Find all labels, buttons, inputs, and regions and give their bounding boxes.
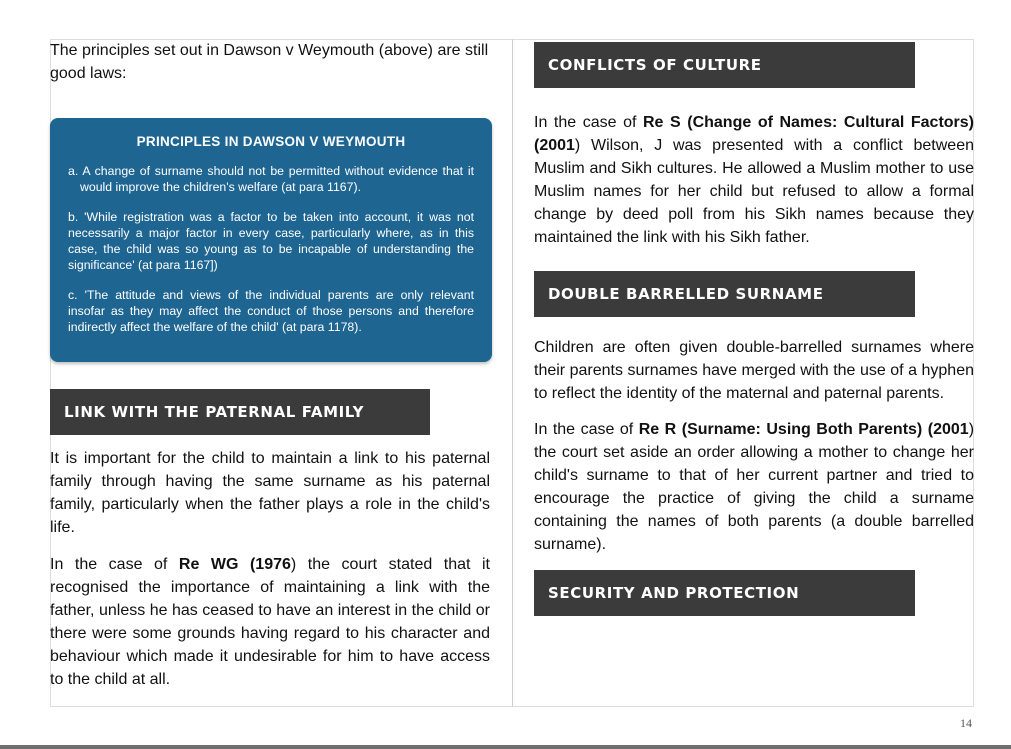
column-divider [512,39,513,707]
bottom-rule [0,745,1011,749]
case-name: Re R (Surname: Using Both Parents) (2001 [638,421,969,438]
re-s-paragraph: In the case of Re S (Change of Names: Cultural Factors) (2001) Wilson, J was presented with a conflict between Muslim and Sikh cultures. He allowed a Muslim mother to use Muslim names for her child but refused to allow a formal change by deed poll from his Sikh names because they maintained the link with his Sikh father. [534,114,974,246]
re-wg-paragraph: In the case of Re WG (1976) the court stated that it recognised the importance of maintaining a link with the father, unless he has ceased to have an interest in the child or there were some grounds having regard to his character and behaviour which made it undesirable for him to have access to the child at all. [50,556,490,688]
paternal-paragraph: It is important for the child to maintain a link to his paternal family through having the same surname as his paternal family, particularly when the father plays a role in the child's life. [50,450,490,536]
callout-item-c: c. 'The attitude and views of the individual parents are only relevant insofar as they may affect the conduct of those persons and therefore indirectly affect the welfare of the child' (at para 1178). [68,288,474,334]
case-name: Re S (Change of Names: Cultural Factors) (2001 [534,114,974,154]
re-r-paragraph: In the case of Re R (Surname: Using Both Parents) (2001) the court set aside an order allowing a mother to change her child's surname to that of her current partner and tried to encourage the practice of giving the child a surname containing the names of both parents (a double barrelled surname). [534,421,975,553]
paternal-section [50,447,490,691]
double-barrelled-paragraph: Children are often given double-barrelled surnames where their parents surnames have merged with the use of a hyphen to reflect the identity of the maternal and paternal parents. [534,339,974,402]
culture-section [534,111,974,249]
intro-paragraph: The principles set out in Dawson v Weymouth (above) are still good laws: [50,42,489,82]
callout-title: PRINCIPLES IN DAWSON V WEYMOUTH [136,134,406,149]
double-barrelled-section [534,336,974,556]
heading-conflicts-of-culture: CONFLICTS OF CULTURE [534,42,915,88]
callout-item-b: b. 'While registration was a factor to be taken into account, it was not necessarily a major factor in every case, particularly where, as in this case, the child was so young as to be incapable of understanding the significance' (at para 1167]) [68,210,474,272]
heading-paternal-family: LINK WITH THE PATERNAL FAMILY [50,389,430,435]
principles-callout [50,118,492,362]
page-number: 14 [960,716,972,730]
left-column [50,39,490,85]
heading-security-protection: SECURITY AND PROTECTION [534,570,915,616]
heading-double-barrelled: DOUBLE BARRELLED SURNAME [534,271,915,317]
callout-item-a: a. A change of surname should not be permitted without evidence that it would improve the children's welfare (at para 1167). [68,164,474,194]
case-name: Re WG (1976 [178,556,291,573]
